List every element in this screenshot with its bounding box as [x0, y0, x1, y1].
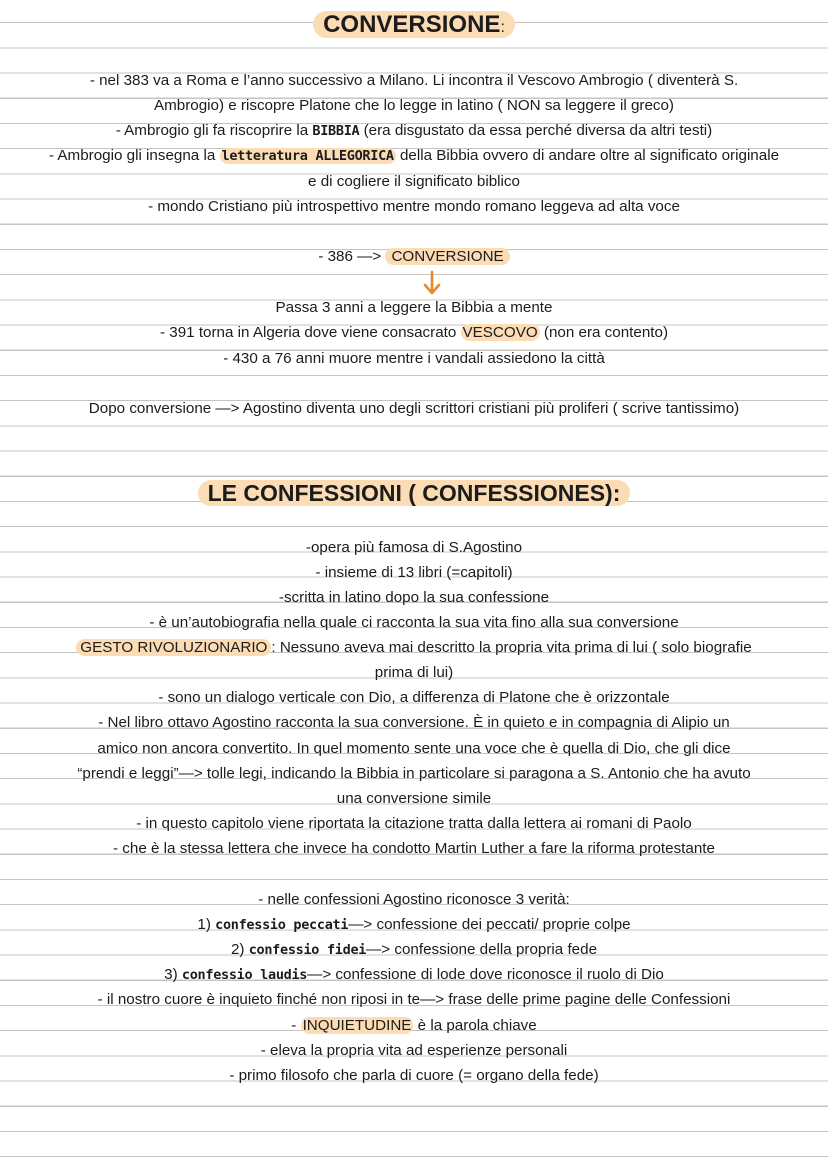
text-line: prima di lui)	[374, 664, 454, 681]
text-line: -scritta in latino dopo la sua confessione	[278, 589, 550, 606]
list-number: 3)	[164, 966, 182, 983]
text-line	[0, 966, 828, 984]
text-segment: della Bibbia ovvero di andare oltre al significato originale	[395, 147, 780, 164]
text-segment: (era disgustato da essa perché diversa da altri testi)	[359, 122, 713, 139]
text-line: - sono un dialogo verticale con Dio, a differenza di Platone che è orizzontale	[158, 689, 670, 706]
text-line: amico non ancora convertito. In quel momento sente una voce che è quella di Dio, che gli dice	[97, 740, 731, 757]
text-line: - nelle confessioni Agostino riconosce 3 verità:	[258, 891, 570, 908]
text-segment: - Ambrogio gli insegna la	[48, 147, 220, 164]
section-title-confessioni	[0, 478, 828, 508]
text-segment: - 391 torna in Algeria dove viene consacrato	[159, 324, 461, 341]
text-line: - eleva la propria vita ad esperienze personali	[260, 1042, 568, 1059]
text-line: - Nel libro ottavo Agostino racconta la sua conversione. È in quieto e in compagnia di Alipio un	[98, 714, 730, 731]
text-line	[0, 639, 828, 657]
text-line: - insieme di 13 libri (=capitoli)	[315, 564, 513, 581]
highlight-vescovo: VESCOVO	[462, 324, 538, 341]
list-number: 1)	[197, 916, 216, 933]
text-segment: (non era contento)	[539, 324, 669, 341]
text-line: - nel 383 va a Roma e l’anno successivo a Milano. Li incontra il Vescovo Ambrogio ( diventerà S.	[89, 72, 739, 89]
text-segment: -	[291, 1017, 301, 1034]
text-line: - il nostro cuore è inquieto finché non riposi in te—> frase delle prime pagine delle Confessioni	[97, 991, 731, 1008]
title-colon: :	[500, 19, 505, 36]
highlight-conversione: CONVERSIONE	[385, 248, 509, 265]
text-line: - 430 a 76 anni muore mentre i vandali assiedono la città	[223, 350, 605, 367]
section-title-conversione	[0, 10, 828, 43]
text-segment: —> confessione della propria fede	[366, 941, 598, 958]
marked-word-bibbia: BIBBIA	[312, 123, 360, 139]
text-line: Ambrogio) e riscopre Platone che lo legge in latino ( NON sa leggere il greco)	[153, 97, 674, 114]
text-segment: : Nessuno aveva mai descritto la propria vita prima di lui ( solo biografie	[271, 639, 752, 656]
marked-term-confessio-peccati: confessio peccati	[215, 917, 349, 933]
text-segment: è la parola chiave	[413, 1017, 537, 1034]
down-arrow-icon	[422, 270, 442, 298]
marked-term-confessio-fidei: confessio fidei	[248, 942, 367, 958]
text-line	[0, 248, 828, 266]
title-text: LE CONFESSIONI ( CONFESSIONES):	[198, 480, 631, 506]
text-line	[0, 916, 828, 934]
marked-word-allegorica: letteratura ALLEGORICA	[221, 148, 394, 164]
marked-term-confessio-laudis: confessio laudis	[181, 967, 308, 983]
highlight-gesto-rivoluzionario: GESTO RIVOLUZIONARIO	[76, 639, 271, 656]
text-line: -opera più famosa di S.Agostino	[305, 539, 523, 556]
text-line: Dopo conversione —> Agostino diventa uno degli scrittori cristiani più proliferi ( scrive tantissimo)	[88, 400, 740, 417]
text-line: Passa 3 anni a leggere la Bibbia a mente	[275, 299, 553, 316]
text-line	[0, 941, 828, 959]
text-line: - primo filosofo che parla di cuore (= organo della fede)	[229, 1067, 599, 1084]
text-line: - che è la stessa lettera che invece ha condotto Martin Luther a fare la riforma protestante	[113, 840, 715, 857]
text-line: una conversione simile	[336, 790, 492, 807]
text-line	[0, 122, 828, 140]
highlight-inquietudine: INQUIETUDINE	[302, 1017, 412, 1034]
text-segment: —> confessione di lode dove riconosce il ruolo di Dio	[307, 966, 664, 983]
title-text: CONVERSIONE	[323, 11, 501, 38]
text-segment: —> confessione dei peccati/ proprie colpe	[348, 916, 631, 933]
text-line: - è un’autobiografia nella quale ci racconta la sua vita fino alla sua conversione	[149, 614, 679, 631]
text-line	[0, 324, 828, 342]
text-line: - in questo capitolo viene riportata la citazione tratta dalla lettera ai romani di Paolo	[136, 815, 692, 832]
text-line: - mondo Cristiano più introspettivo mentre mondo romano leggeva ad alta voce	[148, 198, 680, 215]
text-segment: - 386 —>	[318, 248, 386, 265]
list-number: 2)	[230, 941, 249, 958]
text-line: “prendi e leggi”—> tolle legi, indicando la Bibbia in particolare si paragona a S. Antonio che ha avuto	[77, 765, 751, 782]
text-line: e di cogliere il significato biblico	[308, 173, 520, 190]
text-segment: - Ambrogio gli fa riscoprire la	[115, 122, 313, 139]
text-line	[0, 147, 828, 165]
text-line	[0, 1017, 828, 1035]
